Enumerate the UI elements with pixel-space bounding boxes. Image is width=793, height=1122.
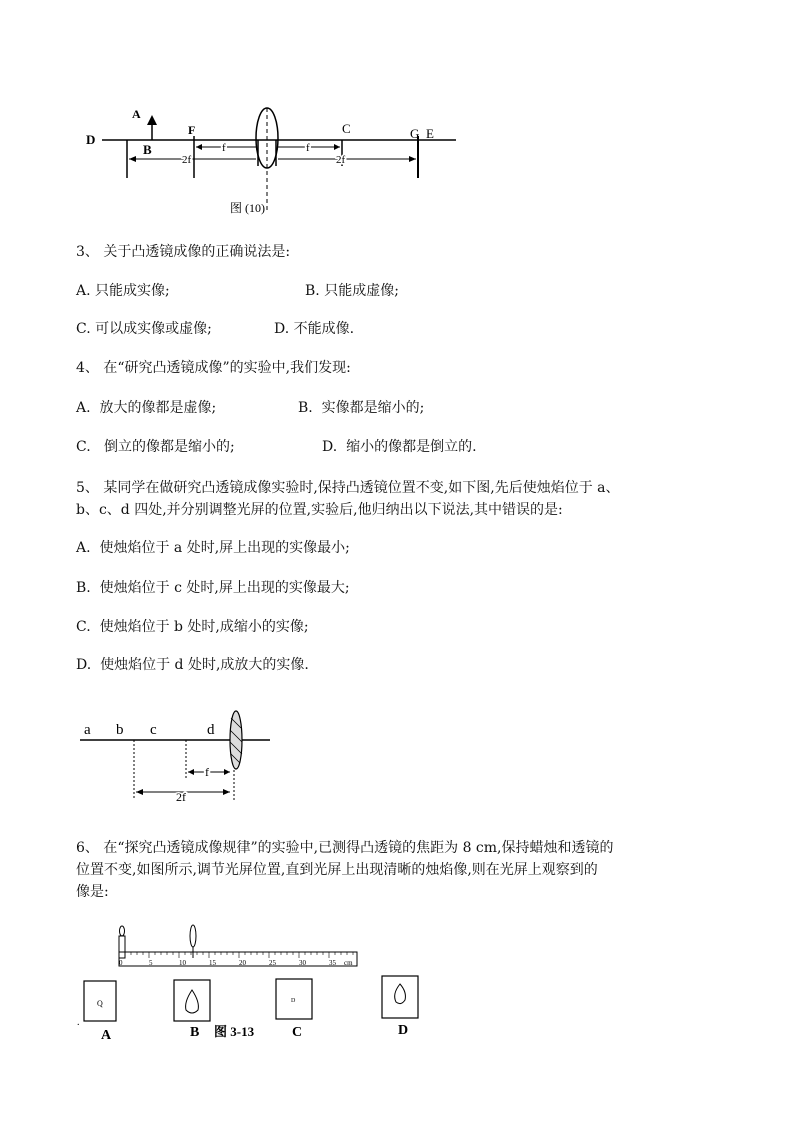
q6-stem-line1: 6、 在“探究凸透镜成像规律”的实验中,已测得凸透镜的焦距为 8 cm,保持蜡烛和透镜的 bbox=[76, 840, 614, 856]
label-G: G bbox=[410, 126, 420, 141]
optical-bench-fig313 bbox=[76, 920, 436, 1045]
option-box-d bbox=[382, 976, 418, 1018]
q3-stem: 3、 关于凸透镜成像的正确说法是: bbox=[76, 244, 291, 260]
svg-text:D: D bbox=[291, 998, 296, 1004]
ruler-tick-25: 25 bbox=[269, 959, 276, 967]
object-positions-diagram bbox=[80, 710, 280, 810]
q5-option-d: D. 使烛焰位于 d 处时,成放大的实像. bbox=[76, 657, 309, 673]
label-d: d bbox=[207, 722, 215, 738]
option-label-a: A bbox=[101, 1028, 112, 1043]
ruler-unit: cm bbox=[344, 959, 353, 967]
ruler-tick-20: 20 bbox=[239, 959, 246, 967]
q6-stem-line2: 位置不变,如图所示,调节光屏位置,直到光屏上出现清晰的烛焰像,则在光屏上观察到的 bbox=[76, 862, 598, 878]
svg-text:Q: Q bbox=[97, 999, 103, 1008]
ruler-tick-5: 5 bbox=[149, 959, 153, 967]
label-2f-right: 2f bbox=[336, 154, 346, 166]
label-f: f bbox=[205, 765, 209, 779]
q4-option-c: C. 倒立的像都是缩小的; bbox=[76, 439, 235, 455]
fig10-caption: 图 (10) bbox=[230, 201, 265, 215]
fig313-caption: 图 3-13 bbox=[214, 1024, 255, 1039]
q5-option-a: A. 使烛焰位于 a 处时,屏上出现的实像最小; bbox=[76, 540, 350, 556]
label-2f-left: 2f bbox=[182, 154, 192, 166]
label-f-left: f bbox=[222, 142, 226, 154]
q4-stem: 4、 在“研究凸透镜成像”的实验中,我们发现: bbox=[76, 360, 351, 376]
ruler-tick-10: 10 bbox=[179, 959, 186, 967]
q3-option-d: D. 不能成像. bbox=[274, 321, 355, 337]
q3-option-b: B. 只能成虚像; bbox=[305, 283, 399, 299]
option-label-b: B bbox=[190, 1025, 200, 1040]
svg-text:.: . bbox=[77, 1017, 80, 1028]
q5-stem-line2: b、c、d 四处,并分别调整光屏的位置,实验后,他归纳出以下说法,其中错误的是: bbox=[76, 502, 563, 518]
label-b: b bbox=[116, 722, 124, 738]
option-label-c: C bbox=[292, 1025, 303, 1040]
ruler-tick-35: 35 bbox=[329, 959, 336, 967]
option-label-d: D bbox=[398, 1023, 409, 1038]
ruler-tick-30: 30 bbox=[299, 959, 306, 967]
ruler-tick-0: 0 bbox=[119, 959, 123, 967]
q6-stem-line3: 像是: bbox=[76, 884, 109, 900]
q4-option-a: A. 放大的像都是虚像; bbox=[76, 400, 217, 416]
label-F: F bbox=[188, 123, 196, 137]
q3-option-a: A. 只能成实像; bbox=[76, 283, 170, 299]
label-B: B bbox=[143, 142, 152, 157]
q4-option-b: B. 实像都是缩小的; bbox=[298, 400, 425, 416]
label-2f: 2f bbox=[176, 790, 186, 804]
q5-option-c: C. 使烛焰位于 b 处时,成缩小的实像; bbox=[76, 619, 309, 635]
q3-option-c: C. 可以成实像或虚像; bbox=[76, 321, 212, 337]
label-C: C bbox=[342, 121, 351, 136]
label-A: A bbox=[132, 107, 141, 121]
label-E: E bbox=[426, 126, 434, 141]
ruler-tick-15: 15 bbox=[209, 959, 216, 967]
q4-option-d: D. 缩小的像都是倒立的. bbox=[322, 439, 477, 455]
q5-option-b: B. 使烛焰位于 c 处时,屏上出现的实像最大; bbox=[76, 580, 350, 596]
label-a: a bbox=[84, 722, 91, 738]
label-f-right: f bbox=[306, 142, 310, 154]
label-c: c bbox=[150, 722, 157, 738]
option-box-b bbox=[174, 980, 210, 1021]
label-D: D bbox=[86, 132, 96, 147]
q5-stem-line1: 5、 某同学在做研究凸透镜成像实验时,保持凸透镜位置不变,如下图,先后使烛焰位于 a、 bbox=[76, 480, 620, 496]
ruler-ticks bbox=[119, 952, 353, 958]
lens-diagram-fig10 bbox=[80, 100, 470, 220]
